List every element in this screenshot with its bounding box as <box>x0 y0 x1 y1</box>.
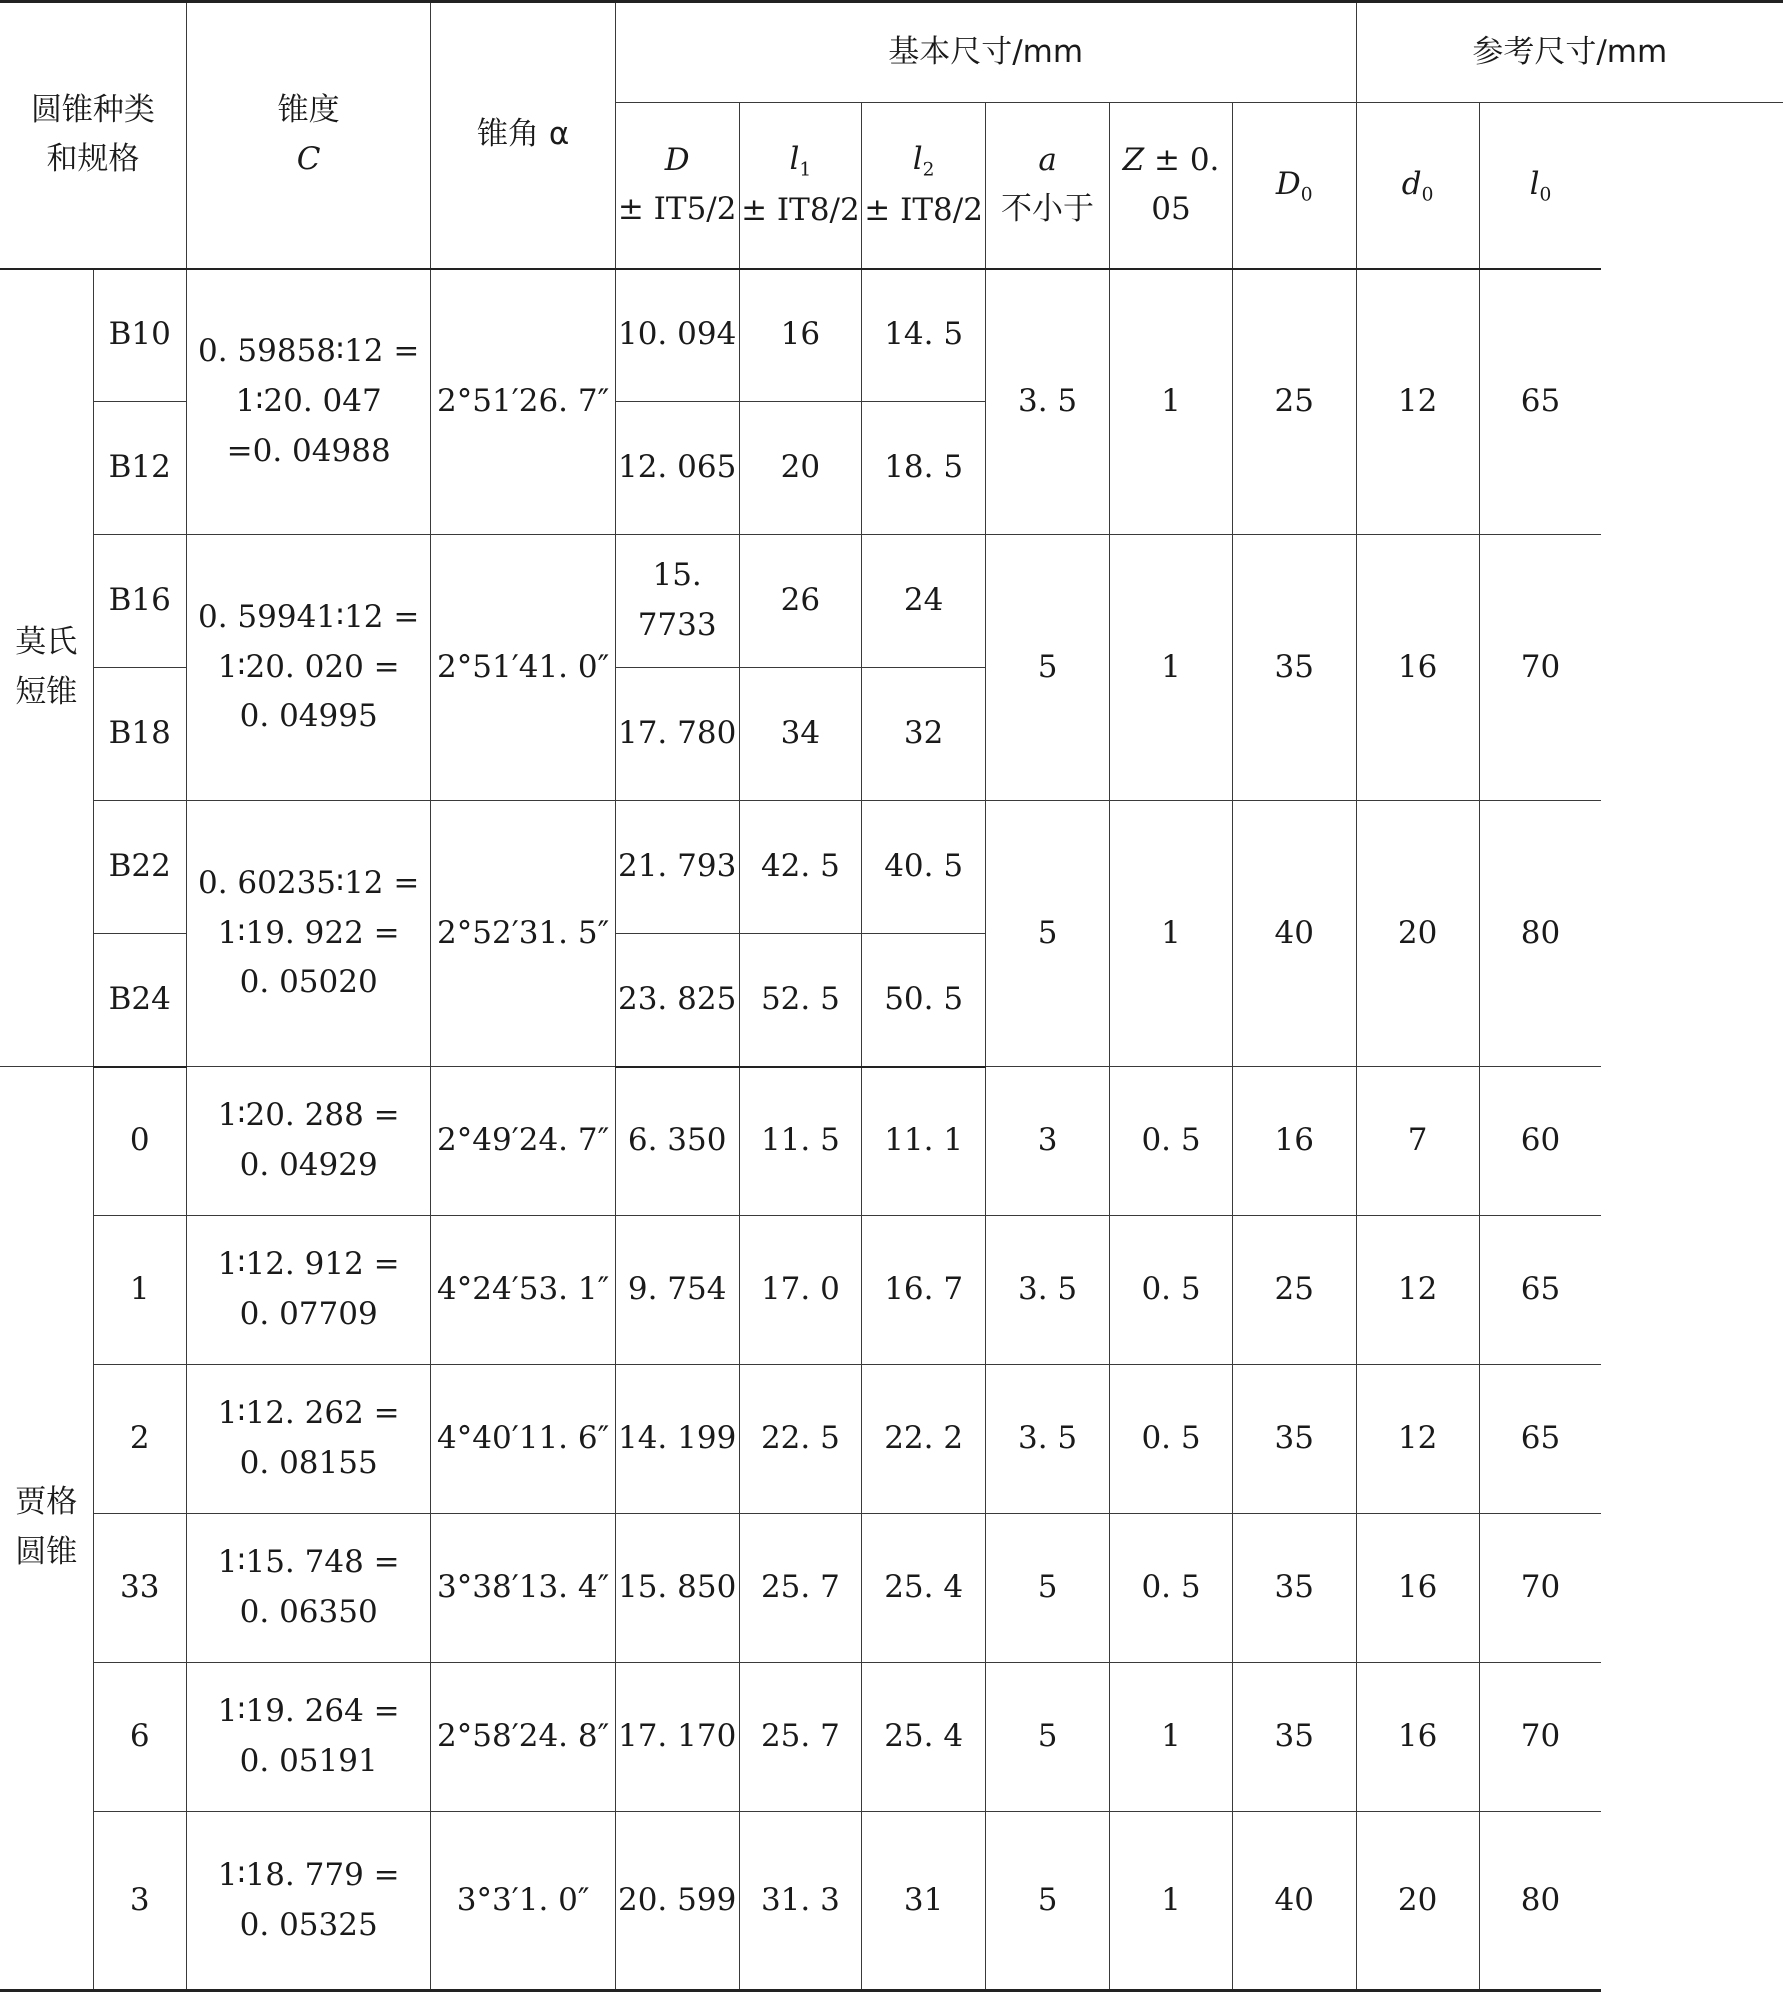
D-cell: 12. 065 <box>615 402 739 535</box>
Z-cell: 1 <box>1110 1812 1233 1991</box>
d0-cell: 7 <box>1356 1067 1479 1216</box>
angle-cell: 4°24′53. 1″ <box>431 1216 615 1365</box>
l0-cell: 70 <box>1479 535 1601 801</box>
l2-cell: 16. 7 <box>862 1216 986 1365</box>
Z-cell: 1 <box>1110 535 1233 801</box>
d0-cell: 16 <box>1356 1514 1479 1663</box>
l1-cell: 25. 7 <box>739 1514 862 1663</box>
taper-cell: 1∶19. 264 = 0. 05191 <box>186 1663 431 1812</box>
angle-cell: 2°51′26. 7″ <box>431 269 615 535</box>
l1-cell: 20 <box>739 402 862 535</box>
Z-cell: 0. 5 <box>1110 1365 1233 1514</box>
d0-cell: 16 <box>1356 535 1479 801</box>
D0-cell: 40 <box>1232 801 1356 1067</box>
angle-cell: 4°40′11. 6″ <box>431 1365 615 1514</box>
l0-cell: 80 <box>1479 801 1601 1067</box>
l2-cell: 25. 4 <box>862 1514 986 1663</box>
l2-cell: 40. 5 <box>862 801 986 934</box>
header-col-d0: $d_0$ <box>1356 103 1479 269</box>
l2-cell: 50. 5 <box>862 934 986 1067</box>
a-cell: 3 <box>985 1067 1109 1216</box>
d0-cell: 12 <box>1356 1365 1479 1514</box>
l0-cell: 65 <box>1479 1365 1601 1514</box>
d0-cell: 16 <box>1356 1663 1479 1812</box>
d0-cell: 20 <box>1356 1812 1479 1991</box>
header-basic-dimensions: 基本尺寸/mm <box>615 2 1356 103</box>
angle-cell: 3°38′13. 4″ <box>431 1514 615 1663</box>
l1-cell: 31. 3 <box>739 1812 862 1991</box>
taper-cell: 1∶15. 748 = 0. 06350 <box>186 1514 431 1663</box>
type-label-jacobs: 贾格 圆锥 <box>0 1067 93 1991</box>
D-cell: 15. 7733 <box>615 535 739 668</box>
l1-cell: 17. 0 <box>739 1216 862 1365</box>
D-cell: 15. 850 <box>615 1514 739 1663</box>
taper-cell: 1∶20. 288 = 0. 04929 <box>186 1067 431 1216</box>
d0-cell: 12 <box>1356 269 1479 535</box>
D-cell: 10. 094 <box>615 269 739 402</box>
Z-cell: 1 <box>1110 1663 1233 1812</box>
Z-cell: 0. 5 <box>1110 1514 1233 1663</box>
l0-cell: 65 <box>1479 269 1601 535</box>
header-col-l2: $l_2$ ± IT8/2 <box>862 103 986 269</box>
angle-cell: 2°52′31. 5″ <box>431 801 615 1067</box>
a-cell: 5 <box>985 1663 1109 1812</box>
l1-cell: 34 <box>739 668 862 801</box>
D-cell: 6. 350 <box>615 1067 739 1216</box>
spec-cell: B16 <box>93 535 186 668</box>
a-cell: 5 <box>985 1514 1109 1663</box>
l2-cell: 24 <box>862 535 986 668</box>
l1-cell: 25. 7 <box>739 1663 862 1812</box>
spec-cell: 1 <box>93 1216 186 1365</box>
l2-cell: 11. 1 <box>862 1067 986 1216</box>
a-cell: 5 <box>985 535 1109 801</box>
taper-cell: 1∶12. 262 = 0. 08155 <box>186 1365 431 1514</box>
D-cell: 23. 825 <box>615 934 739 1067</box>
spec-cell: 3 <box>93 1812 186 1991</box>
l2-cell: 32 <box>862 668 986 801</box>
angle-cell: 2°58′24. 8″ <box>431 1663 615 1812</box>
taper-cell: 0. 59858∶12 = 1∶20. 047 =0. 04988 <box>186 269 431 535</box>
taper-cell: 1∶18. 779 = 0. 05325 <box>186 1812 431 1991</box>
a-cell: 3. 5 <box>985 269 1109 535</box>
l1-cell: 42. 5 <box>739 801 862 934</box>
header-taper: 锥度 C <box>186 2 431 269</box>
D-cell: 21. 793 <box>615 801 739 934</box>
l1-cell: 26 <box>739 535 862 668</box>
a-cell: 3. 5 <box>985 1365 1109 1514</box>
l0-cell: 70 <box>1479 1663 1601 1812</box>
d0-cell: 20 <box>1356 801 1479 1067</box>
angle-cell: 2°49′24. 7″ <box>431 1067 615 1216</box>
header-col-D0: $D_0$ <box>1232 103 1356 269</box>
taper-cell: 0. 59941∶12 = 1∶20. 020 = 0. 04995 <box>186 535 431 801</box>
D0-cell: 25 <box>1232 269 1356 535</box>
l1-cell: 22. 5 <box>739 1365 862 1514</box>
Z-cell: 1 <box>1110 801 1233 1067</box>
type-label-morse: 莫氏 短锥 <box>0 269 93 1067</box>
spec-cell: B12 <box>93 402 186 535</box>
d0-cell: 12 <box>1356 1216 1479 1365</box>
D0-cell: 35 <box>1232 1663 1356 1812</box>
l2-cell: 31 <box>862 1812 986 1991</box>
header-col-l0: $l_0$ <box>1479 103 1601 269</box>
a-cell: 3. 5 <box>985 1216 1109 1365</box>
header-col-D: D ± IT5/2 <box>615 103 739 269</box>
l0-cell: 60 <box>1479 1067 1601 1216</box>
spec-cell: 2 <box>93 1365 186 1514</box>
D-cell: 17. 780 <box>615 668 739 801</box>
l0-cell: 65 <box>1479 1216 1601 1365</box>
D0-cell: 40 <box>1232 1812 1356 1991</box>
spec-cell: B24 <box>93 934 186 1067</box>
l1-cell: 16 <box>739 269 862 402</box>
D0-cell: 35 <box>1232 1514 1356 1663</box>
header-cone-angle: 锥角 α <box>431 2 615 269</box>
D0-cell: 35 <box>1232 535 1356 801</box>
l0-cell: 70 <box>1479 1514 1601 1663</box>
header-col-Z: Z ± 0. 05 <box>1110 103 1233 269</box>
header-col-l1: $l_1$ ± IT8/2 <box>739 103 862 269</box>
D-cell: 9. 754 <box>615 1216 739 1365</box>
spec-cell: 33 <box>93 1514 186 1663</box>
spec-cell: B18 <box>93 668 186 801</box>
spec-cell: B22 <box>93 801 186 934</box>
header-col-a: a 不小于 <box>985 103 1109 269</box>
Z-cell: 1 <box>1110 269 1233 535</box>
Z-cell: 0. 5 <box>1110 1216 1233 1365</box>
l0-cell: 80 <box>1479 1812 1601 1991</box>
taper-cell: 0. 60235∶12 = 1∶19. 922 = 0. 05020 <box>186 801 431 1067</box>
taper-cell: 1∶12. 912 = 0. 07709 <box>186 1216 431 1365</box>
angle-cell: 3°3′1. 0″ <box>431 1812 615 1991</box>
D-cell: 17. 170 <box>615 1663 739 1812</box>
spec-cell: 6 <box>93 1663 186 1812</box>
D0-cell: 16 <box>1232 1067 1356 1216</box>
l1-cell: 52. 5 <box>739 934 862 1067</box>
header-type-spec: 圆锥种类 和规格 <box>0 2 186 269</box>
header-reference-dimensions: 参考尺寸/mm <box>1356 2 1783 103</box>
l2-cell: 25. 4 <box>862 1663 986 1812</box>
D-cell: 20. 599 <box>615 1812 739 1991</box>
l2-cell: 18. 5 <box>862 402 986 535</box>
l2-cell: 22. 2 <box>862 1365 986 1514</box>
a-cell: 5 <box>985 801 1109 1067</box>
a-cell: 5 <box>985 1812 1109 1991</box>
angle-cell: 2°51′41. 0″ <box>431 535 615 801</box>
spec-cell: 0 <box>93 1067 186 1216</box>
D0-cell: 35 <box>1232 1365 1356 1514</box>
l1-cell: 11. 5 <box>739 1067 862 1216</box>
D-cell: 14. 199 <box>615 1365 739 1514</box>
D0-cell: 25 <box>1232 1216 1356 1365</box>
spec-cell: B10 <box>93 269 186 402</box>
Z-cell: 0. 5 <box>1110 1067 1233 1216</box>
l2-cell: 14. 5 <box>862 269 986 402</box>
